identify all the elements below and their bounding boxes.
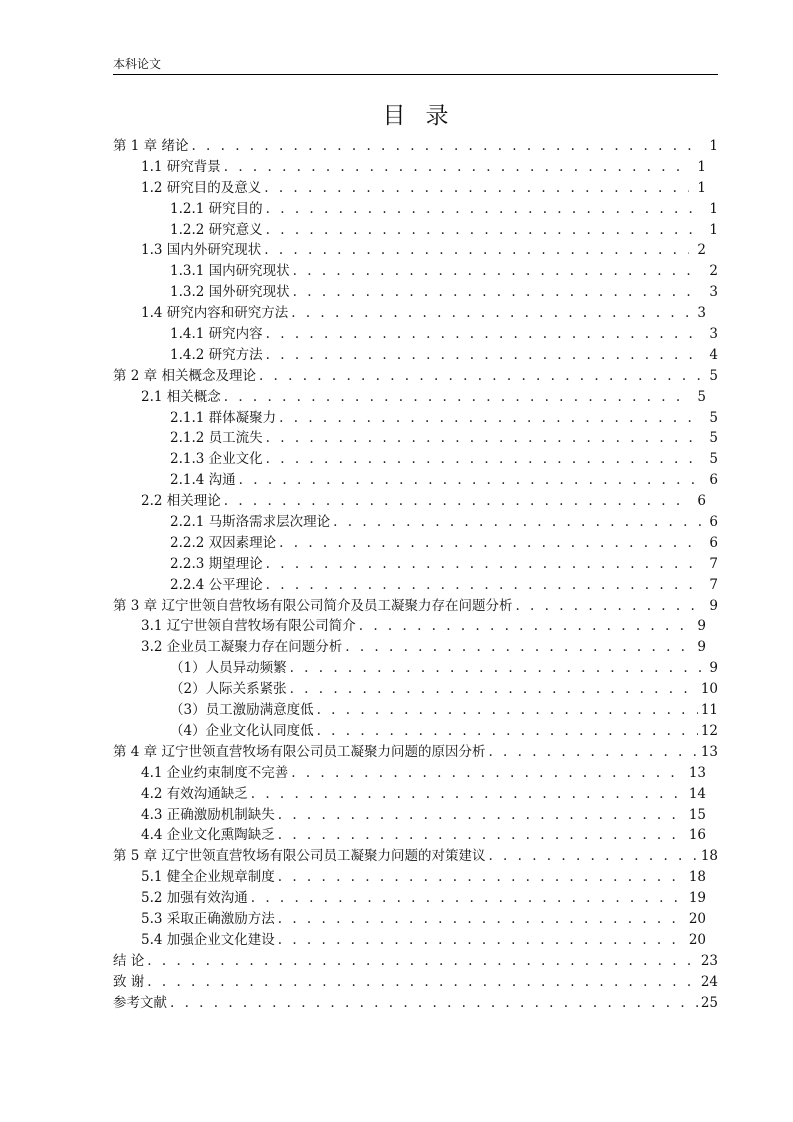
dot-leader [317,700,698,721]
toc-entry-label: 2.2.2 双因素理论 [170,534,277,551]
toc-entry-label: 5.3 采取正确激励方法 [141,910,275,927]
dot-leader [224,491,689,512]
toc-entry-page-number: 11 [700,702,718,719]
toc-entry-label: （1）人员异动频繁 [170,660,287,677]
dot-leader [279,533,701,554]
dot-leader [259,366,701,387]
toc-entry[interactable] [113,303,718,324]
toc-entry-page-number: 23 [700,952,718,969]
toc-title: 目录 [382,103,469,129]
toc-entry[interactable] [113,658,718,679]
toc-entry[interactable] [113,909,718,930]
dot-leader [266,220,701,241]
toc-entry-label: 5.4 加强企业文化建设 [141,931,275,948]
toc-entry-label: 1.4.2 研究方法 [170,346,263,363]
toc-entry-page-number: 5 [709,451,718,468]
dot-leader [278,867,686,888]
dot-leader [266,428,701,449]
dot-leader [278,909,686,930]
toc-entry-page-number: 6 [709,514,718,531]
toc-entry-page-number: 5 [697,388,706,405]
toc-entry-label: 第 3 章 辽宁世领自营牧场有限公司简介及员工凝聚力存在问题分析 [113,597,513,614]
dot-leader [266,199,701,220]
toc-entry-label: 第 1 章 绪论 [113,138,189,154]
toc-entry-page-number: 15 [688,806,706,823]
toc-entry[interactable] [113,596,718,617]
toc-entry[interactable] [113,261,718,282]
dot-leader [239,470,701,491]
toc-entry-label: 2.1.2 员工流失 [170,430,263,447]
toc-entry-page-number: 2 [697,242,706,259]
dot-leader [266,554,701,575]
toc-entry-page-number: 9 [697,639,706,656]
toc-entry-label: 1.2.2 研究意义 [170,221,263,238]
dot-leader [278,930,686,951]
toc-entry-label: 1.3.2 国外研究现状 [170,284,290,301]
toc-entry[interactable] [113,993,718,1014]
toc-entry-page-number: 7 [709,555,718,572]
toc-entry[interactable] [113,324,718,345]
toc-entry[interactable] [113,345,718,366]
toc-entry-page-number: 1 [697,158,706,175]
dot-leader [147,951,698,972]
toc-entry[interactable] [113,805,718,826]
toc-entry-label: （3）员工激励满意度低 [170,702,314,719]
toc-entry[interactable] [113,220,718,241]
toc-entry-page-number: 9 [709,660,718,677]
toc-entry-label: 1.2.1 研究目的 [170,200,263,217]
toc-entry-page-number: 18 [700,848,718,865]
toc-entry-label: 第 2 章 相关概念及理论 [113,367,256,384]
toc-entry[interactable] [113,679,718,700]
toc-entry[interactable] [113,700,718,721]
dot-leader [264,240,689,261]
toc-entry-label: 1.3 国内外研究现状 [141,242,262,259]
dot-leader [278,825,686,846]
toc-entry[interactable] [113,742,718,763]
dot-leader [488,846,697,867]
toc-entry-page-number: 6 [709,472,718,489]
toc-entry-page-number: 9 [709,597,718,614]
dot-leader [147,972,698,993]
toc-entry-page-number: 24 [700,973,718,990]
dot-leader [291,763,686,784]
dot-leader [264,178,689,199]
dot-leader [290,658,701,679]
toc-entry[interactable] [113,575,718,596]
toc-entry-label: 2.2.4 公平理论 [170,576,263,593]
toc-entry-page-number: 19 [688,890,706,907]
toc-entry-page-number: 5 [709,430,718,447]
toc-entry-label: 4.3 正确激励机制缺失 [141,806,275,823]
toc-entry-label: 2.2 相关理论 [141,493,221,510]
dot-leader [251,784,686,805]
toc-entry[interactable] [113,784,718,805]
toc-entry-page-number: 2 [709,263,718,280]
toc-entry[interactable] [113,366,718,387]
dot-leader [266,575,701,596]
toc-entry-label: 5.1 健全企业规章制度 [141,869,275,886]
toc-entry-label: 第 5 章 辽宁世领直营牧场有限公司员工凝聚力问题的对策建议 [113,848,486,865]
toc-entry-page-number: 13 [688,764,706,781]
toc-entry-page-number: 9 [697,618,706,635]
toc-entry-page-number: 13 [700,743,718,760]
dot-leader [290,679,698,700]
toc-entry-label: （2）人际关系紧张 [170,681,287,698]
toc-entry-label: 参考文献 [113,994,167,1011]
toc-entry-label: 3.2 企业员工凝聚力存在问题分析 [141,639,343,656]
toc-entry-page-number: 20 [688,931,706,948]
dot-leader [293,261,701,282]
toc-entry-label: 4.1 企业约束制度不完善 [141,764,289,781]
toc-entry-page-number: 7 [709,576,718,593]
toc-entry-page-number: 14 [688,785,706,802]
toc-entry[interactable] [113,846,718,867]
toc-entry-label: 2.1.3 企业文化 [170,451,263,468]
toc-entry-page-number: 1 [709,221,718,238]
dot-leader [515,596,701,617]
toc-entry-page-number: 6 [697,493,706,510]
toc-entry-label: 1.1 研究背景 [141,158,221,175]
dot-leader [191,136,701,157]
toc-entry-page-number: 1 [709,138,718,154]
dot-leader [345,637,689,658]
toc-entry-label: 2.1.4 沟通 [170,472,236,489]
toc-entry-label: 1.4 研究内容和研究方法 [141,305,289,322]
toc-entry[interactable] [113,951,718,972]
toc-entry-page-number: 5 [709,367,718,384]
toc-entry[interactable] [113,199,718,220]
toc-entry-label: 结 论 [113,952,145,969]
toc-entry-label: 2.2.3 期望理论 [170,555,263,572]
toc-entry-label: 4.2 有效沟通缺乏 [141,785,248,802]
table-of-contents [113,136,718,1013]
dot-leader [170,993,698,1014]
toc-entry[interactable] [113,825,718,846]
header-rule [113,74,718,75]
toc-entry-label: 第 4 章 辽宁世领直营牧场有限公司员工凝聚力问题的原因分析 [113,743,486,760]
toc-entry-page-number: 6 [709,534,718,551]
toc-entry[interactable] [113,721,718,742]
toc-entry-page-number: 16 [688,827,706,844]
toc-entry[interactable] [113,512,718,533]
toc-entry-page-number: 12 [700,722,718,739]
toc-entry[interactable] [113,387,718,408]
toc-entry-label: 2.1 相关概念 [141,388,221,405]
toc-entry[interactable] [113,972,718,993]
toc-entry-page-number: 3 [709,326,718,343]
toc-entry-page-number: 3 [709,284,718,301]
dot-leader [279,408,701,429]
toc-entry-page-number: 18 [688,869,706,886]
toc-entry-label: 2.1.1 群体凝聚力 [170,409,277,426]
toc-entry-page-number: 1 [697,179,706,196]
dot-leader [278,805,686,826]
toc-entry[interactable] [113,157,718,178]
toc-entry[interactable] [113,282,718,303]
toc-entry-page-number: 4 [709,346,718,363]
toc-entry[interactable] [113,178,718,199]
toc-entry-page-number: 1 [709,200,718,217]
toc-entry[interactable] [113,867,718,888]
toc-entry-label: 5.2 加强有效沟通 [141,890,248,907]
toc-entry-label: 1.2 研究目的及意义 [141,179,262,196]
toc-entry[interactable] [113,449,718,470]
toc-entry[interactable] [113,554,718,575]
dot-leader [293,282,701,303]
toc-entry[interactable] [113,930,718,951]
toc-entry[interactable] [113,637,718,658]
toc-entry-label: 2.2.1 马斯洛需求层次理论 [170,514,331,531]
toc-entry[interactable] [113,470,718,491]
toc-entry[interactable] [113,491,718,512]
toc-entry[interactable] [113,408,718,429]
toc-entry-page-number: 25 [700,994,718,1011]
toc-entry[interactable] [113,136,718,157]
toc-entry-label: 致 谢 [113,973,145,990]
toc-entry-label: （4）企业文化认同度低 [170,722,314,739]
dot-leader [224,387,689,408]
toc-entry-label: 3.1 辽宁世领自营牧场有限公司简介 [141,618,356,635]
toc-entry-label: 1.3.1 国内研究现状 [170,263,290,280]
toc-entry-page-number: 10 [700,681,718,698]
dot-leader [266,324,701,345]
toc-entry[interactable] [113,240,718,261]
dot-leader [488,742,697,763]
toc-entry[interactable] [113,616,718,637]
toc-entry-page-number: 5 [709,409,718,426]
dot-leader [266,345,701,366]
toc-entry[interactable] [113,763,718,784]
dot-leader [251,888,686,909]
toc-entry[interactable] [113,428,718,449]
dot-leader [224,157,689,178]
running-header: 本科论文 [113,57,162,71]
dot-leader [359,616,689,637]
toc-entry-page-number: 3 [697,305,706,322]
toc-entry-label: 1.4.1 研究内容 [170,326,263,343]
dot-leader [317,721,698,742]
toc-entry[interactable] [113,888,718,909]
toc-entry-page-number: 20 [688,910,706,927]
dot-leader [266,449,701,470]
toc-entry[interactable] [113,533,718,554]
dot-leader [333,512,701,533]
dot-leader [291,303,689,324]
toc-entry-label: 4.4 企业文化熏陶缺乏 [141,827,275,844]
